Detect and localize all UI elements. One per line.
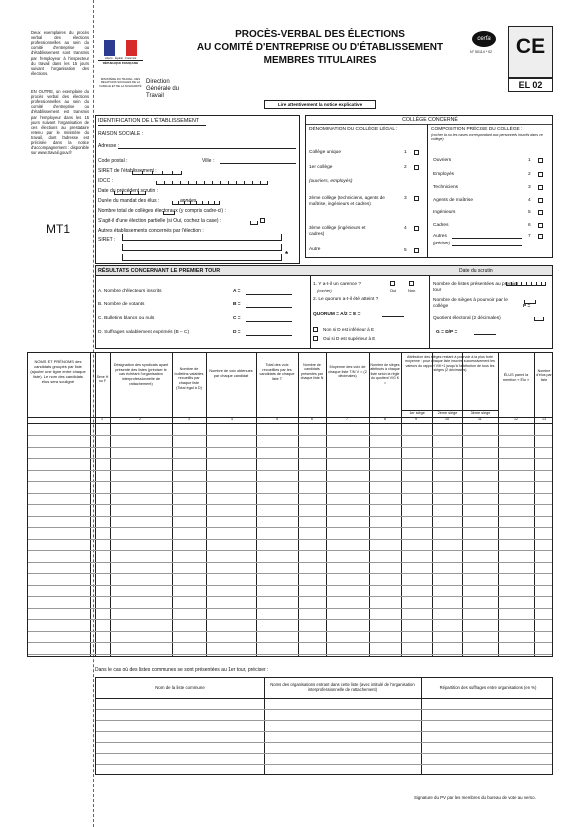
- table-row[interactable]: [28, 654, 552, 655]
- college-section: [305, 115, 553, 258]
- table-row[interactable]: [96, 709, 552, 710]
- table-row[interactable]: [96, 753, 552, 754]
- results-section: [95, 265, 553, 349]
- legal-checkbox-4[interactable]: [414, 226, 419, 231]
- form-title: [180, 28, 460, 67]
- notice-banner: Lire attentivement la notice explicative: [264, 100, 376, 109]
- lc-col-1-header: Nom de la liste commune: [155, 685, 205, 690]
- compo-item-3: Techniciens: [433, 185, 459, 190]
- legal-checkbox-1[interactable]: [414, 150, 419, 155]
- col-num-13: 13: [542, 417, 546, 421]
- siret-label: SIRET de l'établissement :: [98, 168, 157, 174]
- compo-preciser-field[interactable]: [452, 245, 522, 246]
- asterisk: *: [285, 250, 289, 259]
- legal-checkbox-2[interactable]: [414, 165, 419, 170]
- table-row[interactable]: [28, 550, 552, 551]
- legal-item-1: Collège unique: [309, 150, 342, 155]
- col-2-header: Désignation des syndicats ayant présenté des listes (préciser le cas échéant l'organisation interprofessionnelle de rattachement): [113, 363, 169, 386]
- compo-checkbox-1[interactable]: [538, 158, 543, 163]
- republic-label: RÉPUBLIQUE FRANÇAISE: [98, 60, 143, 65]
- siret2-field-2[interactable]: [122, 244, 282, 251]
- compo-checkbox-3[interactable]: [538, 185, 543, 190]
- quorum-non-checkbox[interactable]: [313, 327, 318, 332]
- listes-communes-intro: Dans le cas où des listes communes se sont présentées au 1er tour, préciser :: [95, 667, 269, 673]
- result-b-label: B. Nombre de votants: [98, 302, 145, 307]
- title-line-2: AU COMITÉ D'ENTREPRISE OU D'ÉTABLISSEMENT: [196, 42, 444, 53]
- col-11-header: 3ème siège: [470, 411, 491, 415]
- ministry-label: MINISTÈRE DU TRAVAIL, DES RELATIONS SOCIALES DE LA FAMILLE ET DE LA SOLIDARITÉ: [99, 77, 142, 88]
- legal-item-2-sub: (ouvriers, employés): [309, 179, 353, 184]
- legal-num-2: 2: [404, 165, 407, 170]
- legal-num-4: 4: [404, 226, 407, 231]
- legal-item-5: Autre: [309, 247, 321, 252]
- carence-cocher: (cocher): [317, 288, 332, 293]
- col-names-header: NOMS ET PRÉNOMS des candidats groupés par liste (ajouter une ligne entre chaque liste). Le nom des candidats élus sera souligné: [30, 359, 86, 384]
- col-7-header: Moyenne des voix de chaque liste T/N V = (2 décimales): [328, 365, 367, 379]
- table-row[interactable]: [28, 642, 552, 643]
- adresse-field[interactable]: [118, 148, 296, 149]
- partielle-checkbox[interactable]: [260, 218, 265, 223]
- table-row[interactable]: [28, 493, 552, 494]
- ville-field[interactable]: [220, 163, 296, 164]
- col-6-header: Nombre de candidats présentés par chaque liste N: [300, 363, 324, 381]
- duree-label: Durée du mandat des élus :: [98, 198, 160, 204]
- col-num-9: 9: [415, 417, 417, 421]
- cp-label: Code postal :: [98, 158, 128, 164]
- col-8-header: Nombre de sièges attribués à chaque liste selon la règle du quotient V/G K =: [370, 363, 400, 385]
- result-c-label: C. Bulletins blancs ou nuls: [98, 316, 155, 321]
- table-row[interactable]: [28, 631, 552, 632]
- marianne-logo: [98, 40, 143, 71]
- result-a-label: A. Nombre d'électeurs inscrits: [98, 289, 162, 294]
- results-heading: RÉSULTATS CONCERNANT LE PREMIER TOUR: [98, 268, 221, 274]
- compo-num-4: 4: [528, 198, 531, 203]
- legal-item-3: 2ème collège (techniciens, agents de maîtrise, ingénieurs et cadres): [309, 195, 385, 206]
- col-num-12: 12: [514, 417, 518, 421]
- compo-num-7: 7: [528, 234, 531, 239]
- table-row[interactable]: [28, 458, 552, 459]
- listes-communes-table: [95, 677, 553, 775]
- result-b-field[interactable]: [246, 307, 292, 308]
- compo-item-7-sub: (préciser): [433, 240, 450, 245]
- quorum-oui-label: Oui si D est supérieur à E: [323, 336, 376, 341]
- lc-col-3-header: Répartition des suffrages entre organisations (en %): [439, 685, 537, 690]
- col-num-8: 8: [384, 417, 386, 421]
- left-note-p2: EN OUTRE, un exemplaire du procès verbal des élections professionnelles au sein du comité d'entreprise ou d'établissement est transmis par l'employeur dans les 15 jours suivant l'organisation de ces élections au prestataire retenu par le ministère du travail, dont l'adresse est précisée dans la notice d'accompagnement : disponible sur www.travail.gouv.fr: [31, 89, 89, 156]
- result-c-field[interactable]: [246, 321, 292, 322]
- signature-note: Signature du PV par les membres du bureau de vote au verso.: [414, 795, 536, 800]
- carence-non-label: Non: [408, 288, 416, 293]
- table-row[interactable]: [96, 764, 552, 765]
- carence-question: 1. Y a-t-il un carence ?: [313, 282, 362, 287]
- nb-listes-field[interactable]: [524, 286, 536, 304]
- col-3-header: Nombre de bulletins valables recueillis par chaque liste (Total égal à D): [174, 367, 204, 390]
- title-line-3: MEMBRES TITULAIRES: [263, 55, 377, 66]
- col-num-2: 2: [139, 417, 141, 421]
- col-num-1: 1: [101, 417, 103, 421]
- el-box: EL 02: [508, 78, 553, 92]
- result-d-key: D =: [233, 330, 241, 335]
- siret2-field-1[interactable]: [122, 234, 282, 241]
- form-code: MT1: [46, 222, 70, 236]
- ce-box: [508, 26, 553, 78]
- col-num-4: 4: [231, 417, 233, 421]
- table-row[interactable]: [28, 619, 552, 620]
- table-row[interactable]: [96, 731, 552, 732]
- col-num-7: 7: [346, 417, 348, 421]
- legal-num-3: 3: [404, 196, 407, 201]
- table-row[interactable]: [28, 573, 552, 574]
- compo-num-3: 3: [528, 185, 531, 190]
- date-scrutin-label: Date du précédent scrutin :: [98, 188, 159, 194]
- nb-colleges-field[interactable]: [250, 207, 258, 225]
- lc-col-2-header: Noms des organisations entrant dans cette liste (avec intitulé de l'organisation interprofessionnelle de rattachement): [270, 682, 415, 693]
- compo-num-5: 5: [528, 210, 531, 215]
- result-b-key: B =: [233, 302, 241, 307]
- table-row[interactable]: [28, 562, 552, 563]
- cerfa-logo: cerfa: [472, 31, 496, 47]
- siret-field[interactable]: [156, 167, 268, 185]
- compo-autres-field[interactable]: [452, 238, 522, 239]
- table-row[interactable]: [28, 585, 552, 586]
- compo-checkbox-2[interactable]: [538, 172, 543, 177]
- table-row[interactable]: [28, 527, 552, 528]
- carence-oui-checkbox[interactable]: [390, 281, 395, 286]
- table-row[interactable]: [96, 742, 552, 743]
- table-row[interactable]: [28, 608, 552, 609]
- col-5-header: Total des voix recueillies par les candidats de chaque liste T: [259, 363, 295, 382]
- result-a-field[interactable]: [246, 294, 292, 295]
- col-group-header: Attribution des sièges restant à pourvoir à la plus forte moyenne : pour chaque liste inscrire successivement les valeurs du rapport V/K+1 jusqu'à l'attribution de tous les sièges (2 décimales): [405, 355, 495, 373]
- date-scrutin-label-2: Date du scrutin: [459, 268, 493, 274]
- table-row[interactable]: [28, 470, 552, 471]
- compo-num-6: 6: [528, 223, 531, 228]
- idcc-label: IDCC :: [98, 178, 113, 184]
- compo-item-1: Ouvriers: [433, 158, 452, 163]
- table-row[interactable]: [28, 504, 552, 505]
- left-note-p1: Deux exemplaires du procès verbal des élections professionnelles au sein du comité d'entreprise ou d'établissement sont transmis par l'employeur à l'inspecteur du travail dans les 15 jours suivant l'organisation des élections.: [31, 30, 89, 76]
- result-d-label: D. Suffrages valablement exprimés (B – C): [98, 330, 190, 335]
- legal-heading: DÉNOMINATION DU COLLÈGE LÉGAL :: [309, 127, 398, 132]
- compo-heading: COMPOSITION PRÉCISE DU COLLÈGE :: [431, 127, 523, 132]
- nb-sieges-field[interactable]: [534, 303, 544, 321]
- result-a-key: A =: [233, 289, 241, 294]
- ville-label: Ville :: [202, 158, 215, 164]
- carence-non-checkbox[interactable]: [409, 281, 414, 286]
- compo-checkbox-7[interactable]: [538, 234, 543, 239]
- autres-etab-label: Autres établissements concernés par l'élection :: [98, 228, 204, 234]
- table-row[interactable]: [96, 720, 552, 721]
- quotient-formula: G = D/P =: [436, 330, 458, 335]
- compo-num-2: 2: [528, 172, 531, 177]
- quotient-field[interactable]: [474, 334, 496, 335]
- table-row[interactable]: [28, 539, 552, 540]
- quotient-label: Quotient électoral (2 décimales): [433, 316, 501, 321]
- col-num-3: 3: [188, 417, 190, 421]
- candidates-table: [27, 352, 553, 657]
- result-c-key: C =: [233, 316, 241, 321]
- table-row[interactable]: [28, 447, 552, 448]
- direction-label: Direction Générale du Travail: [146, 79, 180, 100]
- col-1-header: Sexe H ou F: [96, 375, 109, 384]
- quorum-question: 2. Le quorum a-t-il été atteint ?: [313, 297, 379, 302]
- compo-item-4: Agents de maîtrise: [433, 198, 473, 203]
- siret2-label: SIRET :: [98, 237, 116, 243]
- table-row[interactable]: [28, 596, 552, 597]
- legal-num-5: 5: [404, 248, 407, 253]
- partielle-label: S'agit-il d'une élection partielle (si Oui, cochez la case) :: [98, 218, 222, 224]
- compo-item-2: Employés: [433, 172, 455, 177]
- col-10-header: 2ème siège: [437, 411, 458, 415]
- compo-checkbox-6[interactable]: [538, 223, 543, 228]
- table-row[interactable]: [28, 481, 552, 482]
- nb-sieges-key: P =: [523, 304, 531, 309]
- quorum-non-label: Non si D est inférieur à E: [323, 327, 375, 332]
- col-4-header: Nombre de voix obtenues par chaque candidat: [209, 369, 253, 378]
- result-d-field[interactable]: [246, 335, 292, 336]
- table-row[interactable]: [28, 435, 552, 436]
- etab-section: [95, 115, 300, 264]
- quorum-field[interactable]: [382, 316, 404, 317]
- compo-checkbox-5[interactable]: [538, 210, 543, 215]
- legal-item-2: 1er collège: [309, 165, 333, 170]
- col-13-header: Nombre d'élus par liste: [536, 369, 552, 382]
- nb-colleges-label: Nombre total de collèges électoraux (y compris cadre-ci) :: [98, 208, 226, 214]
- compo-item-6: Cadres: [433, 223, 449, 228]
- col-num-5: 5: [276, 417, 278, 421]
- compo-num-1: 1: [528, 158, 531, 163]
- compo-checkbox-4[interactable]: [538, 198, 543, 203]
- col-9-header: 1er siège: [409, 411, 425, 415]
- carence-oui-label: Oui: [390, 288, 397, 293]
- compo-sub: (cocher la ou les cases correspondant aux personnels inscrits dans ce collège): [431, 133, 543, 142]
- legal-checkbox-5[interactable]: [414, 248, 419, 253]
- etab-heading: IDENTIFICATION DE L'ÉTABLISSEMENT: [98, 118, 200, 124]
- table-row[interactable]: [28, 516, 552, 517]
- compo-item-5: Ingénieurs: [433, 210, 456, 215]
- title-line-1: PROCÈS-VERBAL DES ÉLECTIONS: [235, 29, 405, 40]
- quorum-formula: QUORUM = A/2 = E =: [313, 312, 361, 317]
- legal-item-4: 3ème collège (ingénieurs et cadres): [309, 225, 366, 236]
- compo-item-7: Autres: [433, 234, 447, 239]
- nb-sieges-label: Nombre de sièges à pourvoir par le collège: [433, 298, 508, 309]
- nb-listes-label: Nombre de listes présentées au premier tour: [433, 282, 519, 293]
- col-num-6: 6: [311, 417, 313, 421]
- ce-label: CE: [515, 35, 546, 58]
- raison-sociale-label: RAISON SOCIALE :: [98, 131, 144, 137]
- legal-checkbox-3[interactable]: [414, 196, 419, 201]
- cerfa-number: N° 50114 * 02: [470, 50, 493, 54]
- flag-motto: Liberté · Égalité · Fraternité: [104, 57, 137, 60]
- college-heading: COLLÈGE CONCERNÉ: [402, 117, 458, 123]
- quorum-oui-checkbox[interactable]: [313, 336, 318, 341]
- col-12-header: ÉLUS parmi la mention « Élu »: [502, 373, 530, 382]
- adresse-label: Adresse :: [98, 143, 120, 149]
- siret2-field-3[interactable]: [122, 254, 282, 261]
- legal-num-1: 1: [404, 150, 407, 155]
- col-num-10: 10: [445, 417, 449, 421]
- annees-label: années: [180, 198, 197, 204]
- col-num-11: 11: [478, 417, 482, 421]
